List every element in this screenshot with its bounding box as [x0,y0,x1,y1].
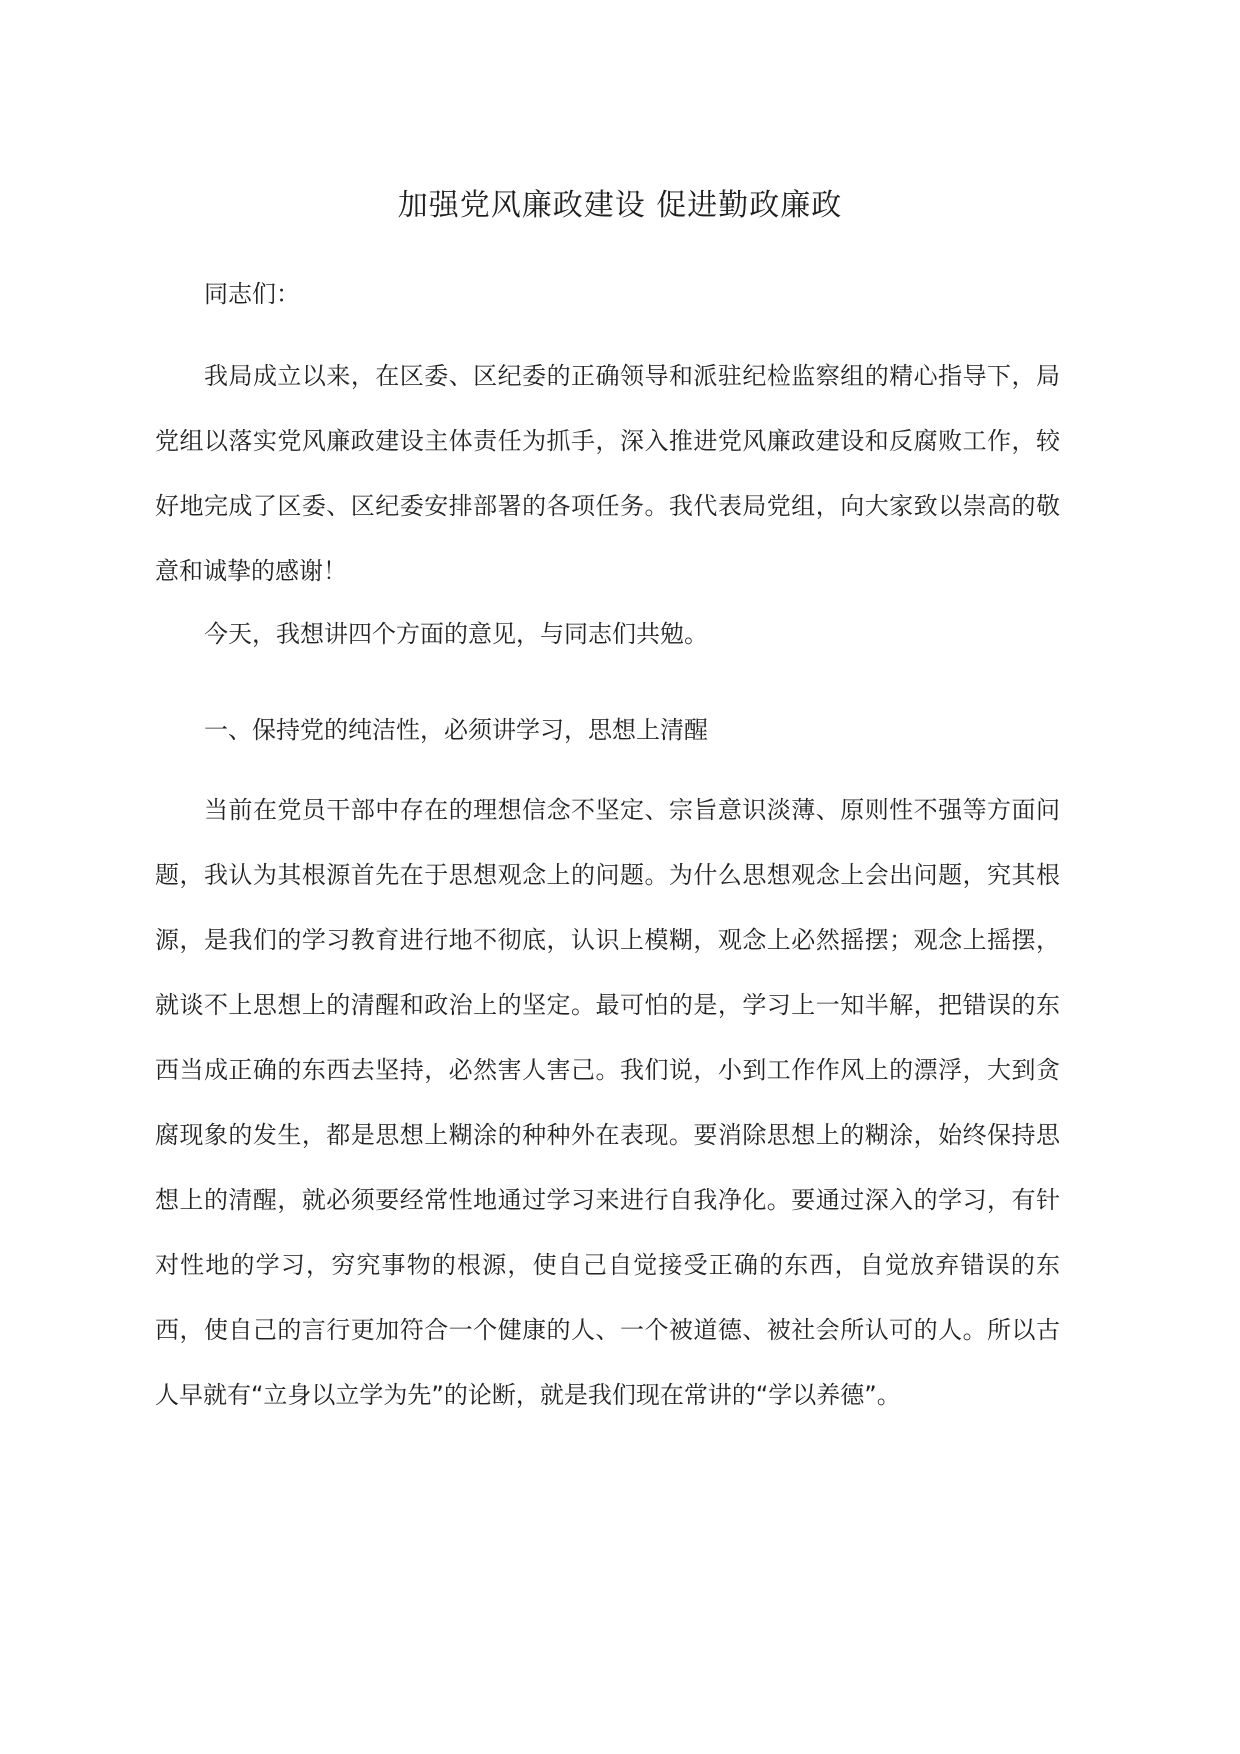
document-title: 加强党风廉政建设 促进勤政廉政 [397,188,843,223]
paragraph-intro: 我局成立以来，在区委、区纪委的正确领导和派驻纪检监察组的精心指导下，局党组以落实党风廉政建设主体责任为抓手，深入推进党风廉政建设和反腐败工作，较好地完成了区委、区纪委安排部署的各项任务。我代表局党组，向大家致以崇高的敬意和诚挚的感谢！ [155,362,1060,585]
paragraph-today: 今天，我想讲四个方面的意见，与同志们共勉。 [204,620,708,648]
section-heading-1: 一、保持党的纯洁性，必须讲学习，思想上清醒 [204,716,708,744]
paragraph-section-1-body: 当前在党员干部中存在的理想信念不坚定、宗旨意识淡薄、原则性不强等方面问题，我认为其根源首先在于思想观念上的问题。为什么思想观念上会出问题，究其根源，是我们的学习教育进行地不彻底，认识上模糊，观念上必然摇摆；观念上摇摆，就谈不上思想上的清醒和政治上的坚定。最可怕的是，学习上一知半解，把错误的东西当成正确的东西去坚持，必然害人害己。我们说，小到工作作风上的漂浮，大到贪腐现象的发生，都是思想上糊涂的种种外在表现。要消除思想上的糊涂，始终保持思想上的清醒，就必须要经常性地通过学习来进行自我净化。要通过深入的学习，有针对性地的学习，穷究事物的根源，使自己自觉接受正确的东西，自觉放弃错误的东西，使自己的言行更加符合一个健康的人、一个被道德、被社会所认可的人。所以古人早就有“立身以立学为先”的论断，就是我们现在常讲的“学以养德”。 [155,796,1060,1409]
salutation: 同志们： [204,280,300,308]
